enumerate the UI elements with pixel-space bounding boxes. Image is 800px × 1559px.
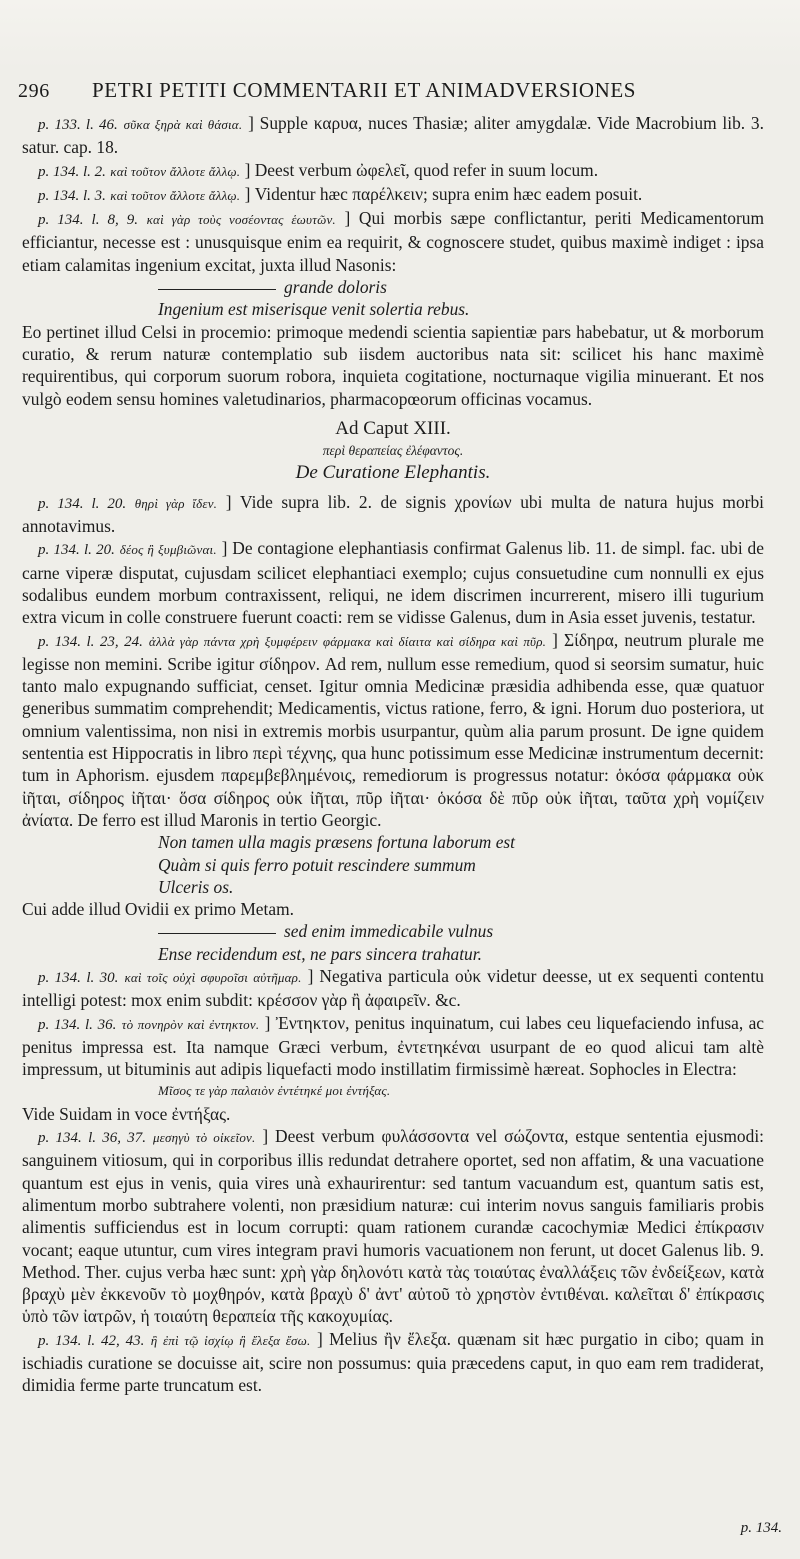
verse-quotation [158, 920, 764, 965]
verse-quotation [158, 276, 764, 321]
entry-text: ] Supple καρυα, nuces Thasiæ; aliter amygdalæ. Vide Macrobium lib. 3. satur. cap. 18. [22, 113, 764, 158]
greek-lemma: καὶ γὰρ τοὺς νοσέοντας ἑωυτῶν. [146, 212, 336, 228]
commentary-entry [22, 491, 764, 538]
entry-reference: p. 134. l. 3. [38, 187, 106, 204]
greek-lemma: καὶ τοῖς οὐχὶ σφυροῖσι αὐτῆμαρ. [124, 969, 302, 985]
entry-text: ] Deest verbum φυλάσσοντα vel σώζοντα, estque sententia ejusmodi: sanguinem vitiosum, qui in corporibus illis redundat detrahere oportet, sed non affatim, & una vacuatione quantum est ejus in venis, quia vires unà exhaurirentur: sed tantum vacuandum est, quantum satis est, alimentum morbo subtrahere volenti, non præsidium naturæ: cui interim novus sanguis familiaris probis alimentis sufficiendus est in locum corrupti: quam rationem curandæ cacochymiæ Medici ἐπίκρασιν vocant; eaque utuntur, cum vires integram pravi humoris vacuationem non ferunt, ut docet Galenus lib. 9. Method. Ther. cujus verba hæc sunt: χρὴ γὰρ δηλονότι κατὰ τὰς τοιαύτας ἐναλλάξεις τῶν ἐνδείξεων, κατὰ βραχὺ μὲν ἐκκενοῦν τὸ μοχθηρόν, κατὰ βραχὺ δ' ἀντ' αὐτοῦ τὸ χρηστὸν ἐντιθέναι. καλεῖται δ' ἐπίκρασις ὑπὸ τῶν ἰατρῶν, ἡ τοιαύτη θεραπεία τῆς κακοχυμίας. [22, 1126, 764, 1327]
verse-dash [158, 289, 276, 290]
greek-lemma: μεσηγὺ τὸ οἰκεῖον. [152, 1130, 256, 1146]
verse-line: sed enim immedicabile vulnus [284, 921, 494, 942]
verse-line: Ingenium est miserisque venit solertia rebus. [158, 299, 470, 320]
chapter-greek-title: περὶ θεραπείας ἐλέφαντος. [322, 443, 464, 459]
greek-lemma: ἢ ἐπὶ τῷ ἰσχίῳ ἢ ἔλεξα ἔσω. [150, 1332, 311, 1348]
entry-text: ] Ἐντηκτον, penitus inquinatum, cui labes ceu liquefaciendo infusa, ac penitus impressa est. Ita namque Græci verbum, ἐντετηκέναι usurpant de eo quod alicui tam altè impressum, ut bituminis aut adipis liquefacti modo instillatim firmissimè hæreat. Sophocles in Electra: [22, 1012, 765, 1080]
commentary-entry [22, 1125, 764, 1328]
entry-text: ] Videntur hæc παρέλκειν; supra enim hæc eadem posuit. [244, 183, 643, 204]
greek-lemma: σῦκα ξηρὰ καὶ θάσια. [123, 117, 243, 132]
running-title: PETRI PETITI COMMENTARII ET ANIMADVERSIONES [92, 78, 637, 102]
entry-text: ] Negativa particula οὐκ videtur deesse, ut ex sequenti contentu intelligi potest: mox enim subdit: κρέσσον γὰρ ἢ ἀφαιρεῖν. &c. [22, 965, 764, 1011]
entry-text: ] Σίδηρα, neutrum plurale me legisse non memini. Scribe igitur σίδηρον. Ad rem, nullum esse remedium, quod si seorsim sumatur, huic tanto malo expugnando sufficiat, censet. Igitur omnia Medicinæ præsidia adhibenda esse, quæ quatuor generibus summatim comprehendit; Medicamentis, victus ratione, ferro, & igni. Horum duo posteriora, ut omnium valentissima, non nisi in extremis morbis usurpantur, quùm alia parum prosunt. De igne quidem sententia est Hippocratis in libro περὶ τέχνης, qua hunc potissimum esse Medicinæ instrumentum decernit: tum in Aphorism. ejusdem παρεμβεβλημένοις, remediorum is progressus notatur: ὁκόσα φάρμακα οὐκ ἰῆται, σίδηρος ἰῆται· ὅσα σίδηρος οὐκ ἰῆται, πῦρ ἰῆται· ὁκόσα δὲ πῦρ οὐκ ἰῆται, ταῦτα χρὴ νομίζειν ἀνίατα. De ferro est illud Maronis in tertio Georgic. [22, 629, 764, 830]
entry-reference: p. 134. l. 8, 9. [38, 212, 138, 229]
verse-source: Ovidii ex primo Metam. [124, 899, 294, 920]
entry-reference: p. 134. l. 36. [38, 1016, 117, 1033]
entry-text: ] Melius ἢν ἔλεξα. quænam sit hæc purgatio in cibo; quam in ischiadis curatione se docuisse ait, scire non possumus: quia præcedens caput, in quo eam rem tradiderat, dimidia ferme parte truncatum est. [22, 1328, 765, 1396]
page-body [22, 112, 764, 1397]
greek-lemma: τὸ πονηρὸν καὶ ἐντηκτον. [121, 1016, 260, 1032]
page-top-margin [0, 0, 800, 70]
entry-text: ] De contagione elephantiasis confirmat Galenus lib. 11. de simpl. fac. ubi de carne viperæ disputat, cujusdam scilicet elephantiaci exemplo; cujus consuetudine cum nonnulli ex ejus sodalibus eundem morbum contraxissent, reliqui, ne idem discrimen incurrerent, misero illi tugurium extra vicum in colle construere fuerunt coacti: rem se vidisse Galenus, dum in Asia esset juvenis, testatur. [22, 538, 764, 628]
verse-lead: Cui adde illud [22, 899, 121, 920]
greek-lemma: ἀλλὰ γὰρ πάντα χρὴ ξυμφέρειν φάρμακα καὶ δίαιτα καὶ σίδηρα καὶ πῦρ. [148, 633, 547, 649]
paragraph [22, 898, 764, 920]
commentary-entry [22, 112, 764, 159]
commentary-entry [22, 207, 764, 276]
verse-line: grande doloris [284, 277, 387, 298]
commentary-entry [22, 965, 764, 1012]
page-number: 296 [18, 80, 50, 102]
entry-reference: p. 134. l. 23, 24. [38, 633, 143, 650]
chapter-heading: Ad Caput XIII. [335, 417, 451, 439]
greek-lemma: καὶ τοῦτον ἄλλοτε ἄλλῳ. [110, 187, 241, 203]
greek-lemma: καὶ τοῦτον ἄλλοτε ἄλλῳ. [110, 163, 241, 179]
entry-reference: p. 134. l. 42, 43. [38, 1332, 145, 1349]
greek-lemma: θηρὶ γὰρ ἴδεν. [134, 495, 218, 511]
running-head [18, 78, 764, 103]
entry-reference: p. 133. l. 46. [38, 117, 118, 133]
entry-reference: p. 134. l. 20. [38, 542, 115, 559]
entry-text: ] Deest verbum ὠφελεῖ, quod refer in suum locum. [244, 159, 599, 180]
entry-text: ] Vide supra lib. 2. de signis χρονίων ubi multa de natura hujus morbi annotavimus. [22, 491, 764, 537]
greek-lemma: δέος ἢ ξυμβιῶναι. [119, 542, 217, 558]
verse-line: Quàm si quis ferro potuit rescindere summum [158, 854, 476, 875]
verse-line: Non tamen ulla magis præsens fortuna laborum est [158, 832, 516, 853]
paragraph: Vide Suidam in voce ἐντήξας. [22, 1103, 231, 1124]
commentary-entry [22, 537, 764, 628]
entry-reference: p. 134. l. 30. [38, 969, 119, 986]
commentary-entry [22, 159, 764, 183]
chapter-latin-title: De Curatione Elephantis. [295, 462, 491, 484]
paragraph: Eo pertinet illud Celsi in procemio: primoque medendi scientia sapientiæ pars habebatur, ut & morborum curatio, & rerum naturæ contemplatio sub iisdem auctoribus nata sit: scilicet his hanc maximè requirentibus, qui corporum suorum robora, inquieta cogitatione, nocturnaque vigilia minuerant. Et nos vulgò eodem sensu homines valetudinarios, pharmacopœorum officinas vocamus. [22, 321, 764, 409]
verse-quotation [158, 831, 764, 898]
commentary-entry [22, 629, 764, 832]
verse-dash [158, 933, 276, 934]
entry-reference: p. 134. l. 2. [38, 163, 106, 180]
commentary-entry [22, 1012, 764, 1081]
verse-line: Μῖσος τε γὰρ παλαιὸν ἐντέτηκέ μοι ἐντήξας. [158, 1083, 391, 1099]
entry-reference: p. 134. l. 36, 37. [38, 1130, 147, 1147]
commentary-entry [22, 1328, 764, 1397]
verse-line: Ense recidendum est, ne pars sincera trahatur. [158, 943, 482, 964]
catchword: p. 134. [740, 1520, 782, 1536]
entry-text: ] Qui morbis sæpe conflictantur, periti Medicamentorum efficiantur, necesse est : unusquisque enim ea requirit, & cognoscere studet, quibus maximè indiget : ipsa etiam calamitas ingenium excitat, juxta illud Nasonis: [22, 208, 764, 275]
verse-line: Ulceris os. [158, 876, 234, 897]
entry-reference: p. 134. l. 20. [38, 495, 127, 512]
commentary-entry [22, 183, 764, 207]
verse-quotation [158, 1080, 764, 1102]
